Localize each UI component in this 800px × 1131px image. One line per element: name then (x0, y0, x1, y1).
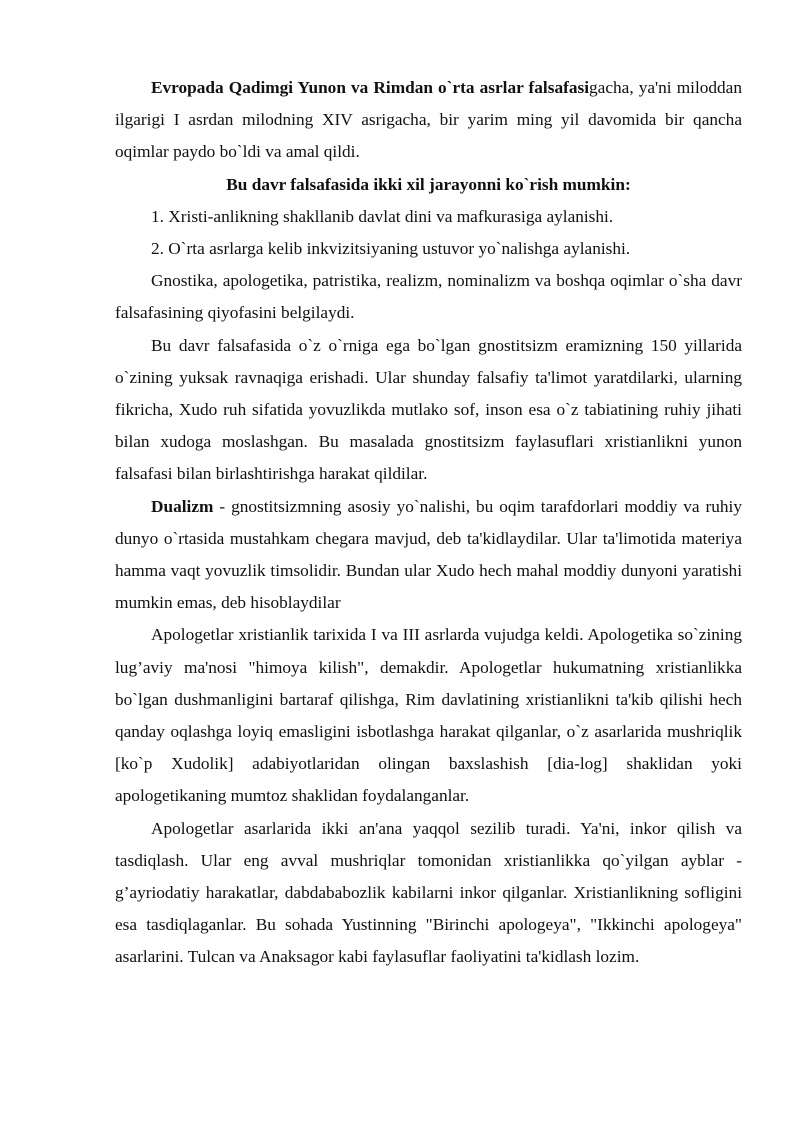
apologetlar-paragraph-2: Apologetlar asarlarida ikki an'ana yaqqol sezilib turadi. Ya'ni, inkor qilish va tasdiqlash. Ular eng avval mushriqlar tomonidan xristianlikka qo`yilgan ayblar - g’ayriodatiy harakatlar, dabdababozlik kabilarni inkor qilganlar. Xristianlikning sofligini esa tasdiqlaganlar. Bu sohada Yustinning "Birinchi apologeya", "Ikkinchi apologeya" asarlarini. Tulcan va Anaksagor kabi faylasuflar faoliyatini ta'kidlash lozim. (115, 818, 742, 967)
gnostitsizm-paragraph: Bu davr falsafasida o`z o`rniga ega bo`lgan gnostitsizm eramizning 150 yillarida o`zining yuksak ravnaqiga erishadi. Ular shunday falsafiy ta'limot yaratdilarki, ularning fikricha, Xudo ruh sifatida yovuzlikda mutlako sof, inson esa o`z tabiatining ruhiy jihati bilan xudoga moslashgan. Bu masalada gnostitsizm faylasuflari xristianlikni yunon falsafasi bilan birlashtirishga harakat qildilar. (115, 335, 742, 484)
document-page (115, 72, 742, 974)
gnostika-paragraph: Gnostika, apologetika, patristika, realizm, nominalizm va boshqa oqimlar o`sha davr falsafasining qiyofasini belgilaydi. (115, 271, 742, 323)
list-item-1: 1. Xristi-anlikning shakllanib davlat dini va mafkurasiga aylanishi. (151, 206, 614, 226)
intro-bold-lead: Evropada Qadimgi Yunon va Rimdan o`rta asrlar falsafasi (151, 78, 590, 97)
section-heading: Bu davr falsafasida ikki xil jarayonni ko`rish mumkin: (226, 174, 631, 194)
intro-text: gacha, ya'ni miloddan ilgarigi I asrdan milodning XIV asrigacha, bir yarim ming yil davomida bir qancha oqimlar paydo bo`ldi va amal qildi. (115, 78, 742, 162)
dualizm-text: - gnostitsizmning asosiy yo`nalishi, bu oqim tarafdorlari moddiy va ruhiy dunyo o`rtasida mustahkam chegara mavjud, deb ta'kidlaydilar. Ular ta'limotida materiya hamma vaqt yovuzlik timsolidir. Bundan ular Xudo hech mahal moddiy dunyoni yaratishi mumkin emas, deb hisoblaydilar (115, 496, 742, 613)
apologetlar-paragraph-1: Apologetlar xristianlik tarixida I va III asrlarda vujudga keldi. Apologetika so`zining lug’aviy ma'nosi "himoya kilish", demakdir. Apologetlar hukumatning xristianlikka bo`lgan dushmanligini bartaraf qilishga, Rim davlatining xristianlikni ta'kib qilishi hech qanday oqlashga loyiq emasligini isbotlashga harakat qilganlar, o`z asarlarida mushriqlik [ko`p Xudolik] adabiyotlaridan olingan baxslashish [dia-log] shaklidan yoki apologetikaning mumtoz shaklidan foydalanganlar. (115, 625, 742, 806)
list-item-2: 2. O`rta asrlarga kelib inkvizitsiyaning ustuvor yo`nalishga aylanishi. (151, 239, 631, 259)
intro-paragraph (115, 72, 742, 169)
dualizm-paragraph (115, 491, 742, 620)
dualizm-term: Dualizm (151, 496, 214, 516)
